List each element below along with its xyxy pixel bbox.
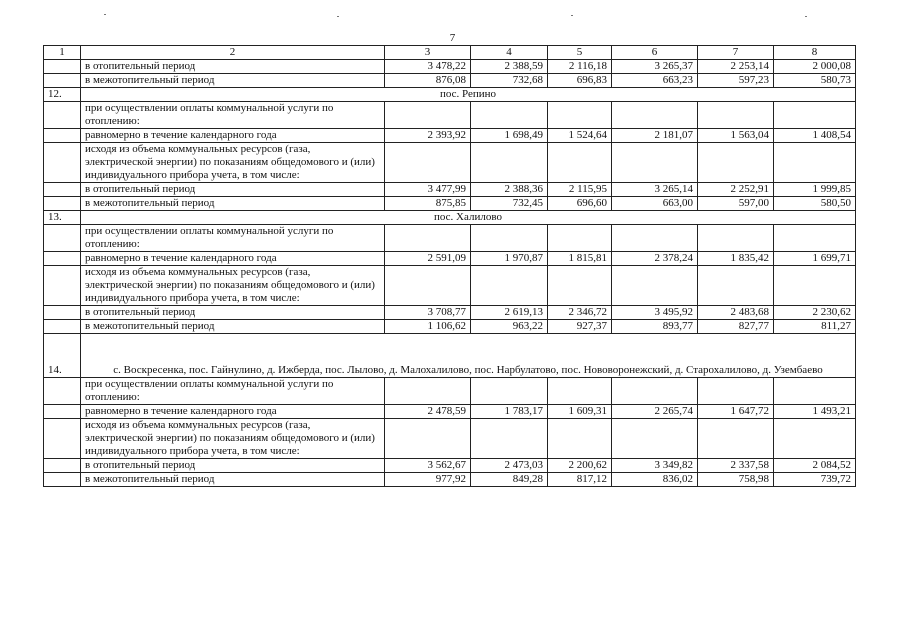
value-cell: 2 388,59	[471, 60, 548, 74]
table-row	[44, 459, 856, 473]
value-cell: 1 999,85	[774, 183, 856, 197]
empty-cell	[471, 266, 548, 306]
row-label: в отопительный период	[81, 60, 385, 74]
table-row	[44, 405, 856, 419]
empty-cell	[698, 378, 774, 405]
empty-cell	[385, 419, 471, 459]
row-label: равномерно в течение календарного года	[81, 129, 385, 143]
row-label: в отопительный период	[81, 183, 385, 197]
row-number-cell	[44, 419, 81, 459]
empty-cell	[612, 419, 698, 459]
empty-cell	[612, 102, 698, 129]
value-cell: 2 378,24	[612, 252, 698, 266]
value-cell: 663,23	[612, 74, 698, 88]
value-cell: 2 337,58	[698, 459, 774, 473]
row-label: равномерно в течение календарного года	[81, 405, 385, 419]
value-cell: 1 493,21	[774, 405, 856, 419]
table-row	[44, 211, 856, 225]
row-description: исходя из объема коммунальных ресурсов (газа, электрической энергии) по показаниям общедомового и (или) индивидуального прибора учета, в том числе:	[81, 143, 385, 183]
empty-cell	[548, 419, 612, 459]
section-number: 12.	[44, 88, 81, 102]
table-row	[44, 334, 856, 378]
row-number-cell	[44, 225, 81, 252]
value-cell: 963,22	[471, 320, 548, 334]
empty-cell	[385, 225, 471, 252]
row-number-cell	[44, 102, 81, 129]
empty-cell	[774, 143, 856, 183]
value-cell: 1 408,54	[774, 129, 856, 143]
row-number-cell	[44, 60, 81, 74]
scan-speck	[805, 16, 807, 17]
row-number-cell	[44, 74, 81, 88]
value-cell: 2 084,52	[774, 459, 856, 473]
value-cell: 3 495,92	[612, 306, 698, 320]
value-cell: 2 393,92	[385, 129, 471, 143]
table-row	[44, 419, 856, 459]
column-header: 5	[548, 46, 612, 60]
table-row	[44, 320, 856, 334]
empty-cell	[385, 378, 471, 405]
empty-cell	[612, 378, 698, 405]
row-number-cell	[44, 252, 81, 266]
value-cell: 663,00	[612, 197, 698, 211]
value-cell: 827,77	[698, 320, 774, 334]
table-row	[44, 252, 856, 266]
column-number-row	[44, 46, 856, 60]
value-cell: 1 783,17	[471, 405, 548, 419]
empty-cell	[548, 266, 612, 306]
value-cell: 2 265,74	[612, 405, 698, 419]
value-cell: 811,27	[774, 320, 856, 334]
value-cell: 3 265,14	[612, 183, 698, 197]
table-row	[44, 197, 856, 211]
value-cell: 739,72	[774, 473, 856, 487]
row-number-cell	[44, 306, 81, 320]
empty-cell	[698, 102, 774, 129]
tariff-table	[43, 45, 856, 487]
row-label: в межотопительный период	[81, 197, 385, 211]
table-row	[44, 60, 856, 74]
value-cell: 893,77	[612, 320, 698, 334]
row-description: исходя из объема коммунальных ресурсов (газа, электрической энергии) по показаниям общедомового и (или) индивидуального прибора учета, в том числе:	[81, 419, 385, 459]
row-number-cell	[44, 129, 81, 143]
scan-speck	[571, 15, 573, 16]
value-cell: 2 388,36	[471, 183, 548, 197]
column-header: 3	[385, 46, 471, 60]
value-cell: 580,50	[774, 197, 856, 211]
row-number-cell	[44, 459, 81, 473]
empty-cell	[612, 225, 698, 252]
value-cell: 2 473,03	[471, 459, 548, 473]
value-cell: 2 478,59	[385, 405, 471, 419]
row-description: исходя из объема коммунальных ресурсов (газа, электрической энергии) по показаниям общедомового и (или) индивидуального прибора учета, в том числе:	[81, 266, 385, 306]
column-header: 6	[612, 46, 698, 60]
value-cell: 696,83	[548, 74, 612, 88]
row-label: в межотопительный период	[81, 320, 385, 334]
value-cell: 1 970,87	[471, 252, 548, 266]
value-cell: 2 230,62	[774, 306, 856, 320]
value-cell: 2 483,68	[698, 306, 774, 320]
empty-cell	[471, 102, 548, 129]
column-header: 4	[471, 46, 548, 60]
empty-cell	[385, 143, 471, 183]
column-header: 1	[44, 46, 81, 60]
value-cell: 580,73	[774, 74, 856, 88]
table-row	[44, 102, 856, 129]
value-cell: 1 815,81	[548, 252, 612, 266]
row-label: равномерно в течение календарного года	[81, 252, 385, 266]
value-cell: 2 591,09	[385, 252, 471, 266]
row-number-cell	[44, 378, 81, 405]
row-description: при осуществлении оплаты коммунальной услуги по отоплению:	[81, 378, 385, 405]
empty-cell	[612, 143, 698, 183]
table-row	[44, 473, 856, 487]
value-cell: 732,68	[471, 74, 548, 88]
empty-cell	[548, 102, 612, 129]
row-description: при осуществлении оплаты коммунальной услуги по отоплению:	[81, 225, 385, 252]
row-number-cell	[44, 320, 81, 334]
row-label: в отопительный период	[81, 459, 385, 473]
value-cell: 696,60	[548, 197, 612, 211]
empty-cell	[471, 419, 548, 459]
value-cell: 1 699,71	[774, 252, 856, 266]
table-row	[44, 266, 856, 306]
value-cell: 2 115,95	[548, 183, 612, 197]
value-cell: 2 619,13	[471, 306, 548, 320]
table-row	[44, 129, 856, 143]
empty-cell	[385, 266, 471, 306]
value-cell: 3 349,82	[612, 459, 698, 473]
empty-cell	[698, 419, 774, 459]
value-cell: 3 478,22	[385, 60, 471, 74]
empty-cell	[774, 378, 856, 405]
value-cell: 876,08	[385, 74, 471, 88]
empty-cell	[471, 225, 548, 252]
value-cell: 1 106,62	[385, 320, 471, 334]
page-number: 7	[449, 32, 456, 44]
empty-cell	[698, 143, 774, 183]
value-cell: 3 477,99	[385, 183, 471, 197]
value-cell: 2 200,62	[548, 459, 612, 473]
section-title: пос. Репино	[81, 88, 856, 102]
row-number-cell	[44, 266, 81, 306]
empty-cell	[385, 102, 471, 129]
table-row	[44, 378, 856, 405]
value-cell: 758,98	[698, 473, 774, 487]
empty-cell	[774, 419, 856, 459]
empty-cell	[548, 225, 612, 252]
value-cell: 1 609,31	[548, 405, 612, 419]
value-cell: 927,37	[548, 320, 612, 334]
scan-speck	[337, 16, 339, 17]
value-cell: 1 563,04	[698, 129, 774, 143]
value-cell: 3 562,67	[385, 459, 471, 473]
table-row	[44, 183, 856, 197]
table-row	[44, 306, 856, 320]
value-cell: 2 000,08	[774, 60, 856, 74]
value-cell: 849,28	[471, 473, 548, 487]
value-cell: 597,23	[698, 74, 774, 88]
empty-cell	[471, 378, 548, 405]
value-cell: 3 708,77	[385, 306, 471, 320]
value-cell: 2 181,07	[612, 129, 698, 143]
value-cell: 1 698,49	[471, 129, 548, 143]
value-cell: 732,45	[471, 197, 548, 211]
value-cell: 2 116,18	[548, 60, 612, 74]
row-label: в отопительный период	[81, 306, 385, 320]
column-header: 8	[774, 46, 856, 60]
empty-cell	[698, 266, 774, 306]
empty-cell	[612, 266, 698, 306]
section-title: с. Воскресенка, пос. Гайнулино, д. Ижберда, пос. Лылово, д. Малохалилово, пос. Нарбулатово, пос. Нововоронежский, д. Старохалилово, д. Узембаево	[81, 334, 856, 378]
table-row	[44, 143, 856, 183]
value-cell: 1 647,72	[698, 405, 774, 419]
empty-cell	[471, 143, 548, 183]
scan-speck	[104, 14, 106, 15]
column-header: 7	[698, 46, 774, 60]
section-title: пос. Халилово	[81, 211, 856, 225]
value-cell: 597,00	[698, 197, 774, 211]
value-cell: 977,92	[385, 473, 471, 487]
row-number-cell	[44, 197, 81, 211]
row-number-cell	[44, 473, 81, 487]
empty-cell	[774, 225, 856, 252]
value-cell: 817,12	[548, 473, 612, 487]
row-label: в межотопительный период	[81, 74, 385, 88]
empty-cell	[774, 266, 856, 306]
table-row	[44, 74, 856, 88]
value-cell: 2 252,91	[698, 183, 774, 197]
row-label: в межотопительный период	[81, 473, 385, 487]
column-header: 2	[81, 46, 385, 60]
value-cell: 836,02	[612, 473, 698, 487]
row-description: при осуществлении оплаты коммунальной услуги по отоплению:	[81, 102, 385, 129]
value-cell: 875,85	[385, 197, 471, 211]
row-number-cell	[44, 143, 81, 183]
value-cell: 2 346,72	[548, 306, 612, 320]
value-cell: 1 524,64	[548, 129, 612, 143]
section-number: 13.	[44, 211, 81, 225]
value-cell: 2 253,14	[698, 60, 774, 74]
row-number-cell	[44, 183, 81, 197]
empty-cell	[548, 378, 612, 405]
table-row	[44, 88, 856, 102]
table-row	[44, 225, 856, 252]
empty-cell	[774, 102, 856, 129]
empty-cell	[548, 143, 612, 183]
section-number: 14.	[44, 334, 81, 378]
row-number-cell	[44, 405, 81, 419]
value-cell: 3 265,37	[612, 60, 698, 74]
empty-cell	[698, 225, 774, 252]
value-cell: 1 835,42	[698, 252, 774, 266]
